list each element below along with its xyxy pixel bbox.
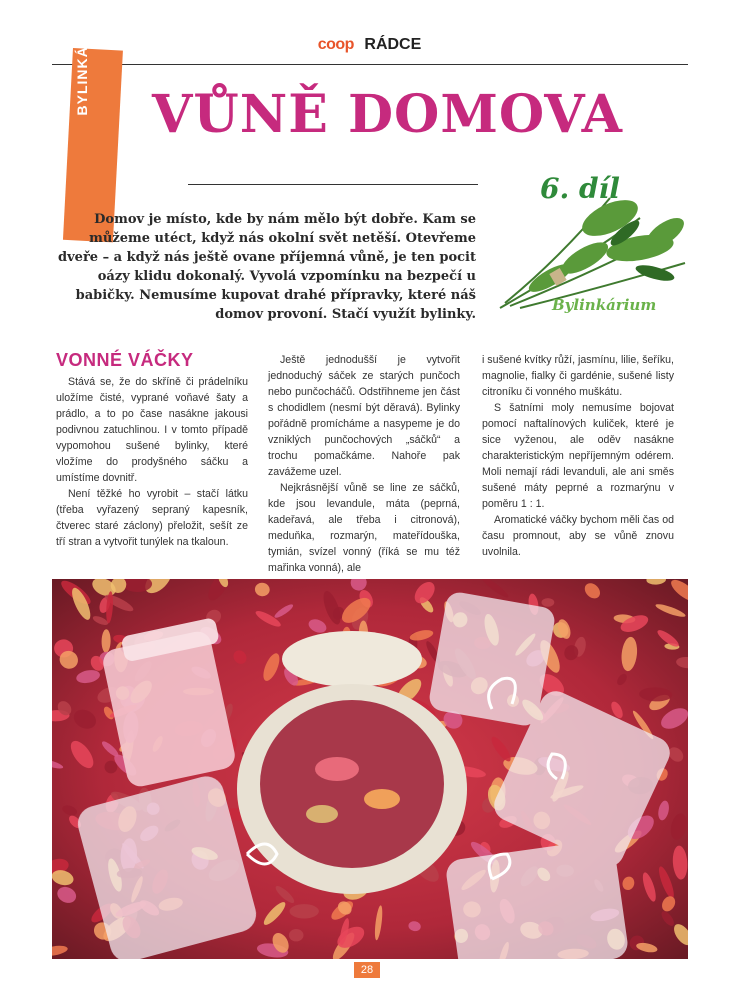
text-column-2 [268,352,460,576]
paragraph: i sušené kvítky růží, jasmínu, lilie, šeříku, magnolie, fialky či gardénie, sušené listy citroníku či vonného muškátu. [482,354,674,398]
title-rule [188,184,478,185]
text-column-3 [482,352,674,560]
potpourri-photo [52,579,688,959]
paragraph: Není těžké ho vyrobit – stačí látku (třeba vyřazený sepraný kapesník, čtverec staré záclony) přeložit, sešít ze tří stran a vytvořit tunýlek na tkaloun. [56,488,248,548]
coop-logo: coop [317,36,354,53]
paragraph: Ještě jednodušší je vytvořit jednoduchý sáček ze starých punčoch nebo punčocháčů. Odstřihneme jen část s chodidlem (nesmí být děravá). Bylinky pořádně promícháme a nasypeme je do vzniklých punčochových „sáčků“ a trochu pomačkáme. Nahoře pak zavážeme uzel. [268,354,460,478]
section-heading: VONNÉ VÁČKY [56,350,194,370]
intro-paragraph: Domov je místo, kde by nám mělo být dobře. Kam se můžeme utéct, když nás okolní svět netěší. Otevřeme dveře – a když nás ještě ovane příjemná vůně, je ten pocit oázy klidu dokonalý. Vyvolá vzpomínku na bezpečí u babičky. Nemusíme kupovat drahé přípravky, které náš domov provoní. Stačí využít bylinky. [58,212,476,322]
paragraph: Stává se, že do skříně či prádelníku uložíme čisté, vyprané voňavé šaty a prádlo, a to po čase nasákne jakousi podivnou zatuchlinou. I v tomto případě vypomohou sušené bylinky, které vložíme do prodyšného sáčku a umístíme dovnitř. [56,376,248,484]
paragraph: S šatními moly nemusíme bojovat pomocí naftalínových kuliček, které je sice vyženou, ale oděv nasákne charakteristickým nepříjemným odérem. Moli nemají rádi levanduli, ale ani směs sušené máty peprné a rozmarýnu v poměru 1 : 1. [482,402,674,510]
ribbon-label: BYLINKÁRIUM [74,6,90,116]
text-column-1 [56,374,248,550]
part-label: 6. díl [540,172,620,205]
herb-caption: Bylinkárium [552,296,657,314]
paragraph: Nejkrásnější vůně se line ze sáčků, kde jsou levandule, máta (peprná, kadeřavá, ale třeba i citronová), meduňka, rozmarýn, mateřídouška, tymián, svízel vonný (říká se mu též mařinka vonná), ale [268,482,460,574]
header-rule [52,64,688,65]
paragraph: Aromatické váčky bychom měli čas od času promnout, aby se vůně znovu uvolnila. [482,514,674,558]
header-title: RÁDCE [364,36,422,53]
page-number: 28 [354,962,380,978]
article-title: VŮNĚ DOMOVA [152,84,623,145]
